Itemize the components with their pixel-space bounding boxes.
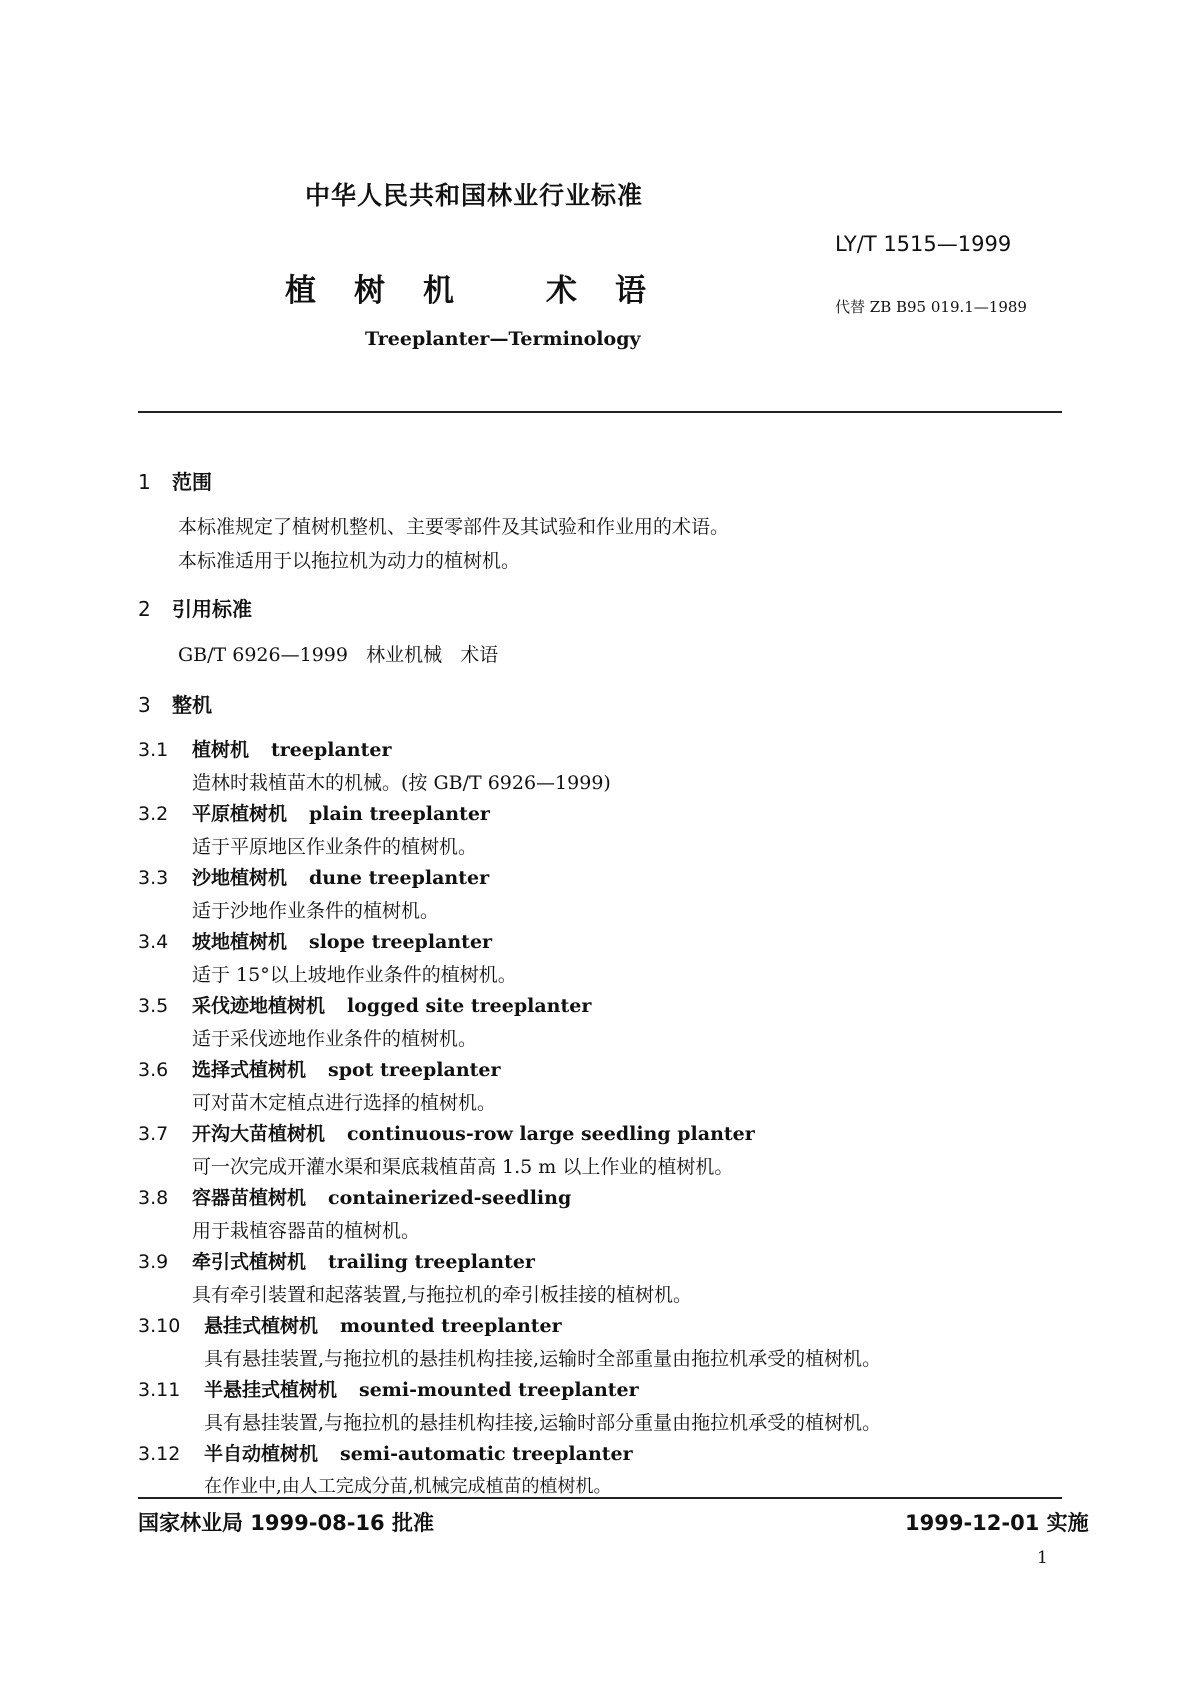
term-en: dune treeplanter <box>309 867 490 889</box>
term-cn: 选择式植树机 <box>192 1059 307 1081</box>
title-char: 术 <box>546 273 577 309</box>
term-definition: 具有悬挂装置,与拖拉机的悬挂机构挂接,运输时全部重量由拖拉机承受的植树机。 <box>204 1348 882 1370</box>
term-en: plain treeplanter <box>309 803 490 825</box>
term-entry <box>138 1183 571 1210</box>
scope-paragraph: 本标准适用于以拖拉机为动力的植树机。 <box>178 550 521 572</box>
term-cn: 采伐迹地植树机 <box>192 995 326 1017</box>
title-char: 语 <box>615 273 646 309</box>
header-divider <box>138 411 1062 413</box>
term-cn: 容器苗植树机 <box>192 1187 307 1209</box>
term-entry <box>138 735 391 762</box>
term-entry <box>138 927 492 954</box>
section-heading-refs <box>138 593 252 622</box>
approval-date: 国家林业局 1999-08-16 批准 <box>138 1511 434 1535</box>
term-entry <box>138 1439 633 1466</box>
term-cn: 平原植树机 <box>192 803 288 825</box>
term-number: 3.1 <box>138 739 169 761</box>
term-cn: 开沟大苗植树机 <box>192 1123 326 1145</box>
term-entry <box>138 799 490 826</box>
term-en: mounted treeplanter <box>340 1315 562 1337</box>
term-entry <box>138 1119 755 1146</box>
term-cn: 植树机 <box>192 739 250 761</box>
section-number: 3 <box>138 693 151 717</box>
document-title-en: Treeplanter—Terminology <box>365 328 641 350</box>
section-heading-scope <box>138 466 212 495</box>
term-number: 3.11 <box>138 1379 181 1401</box>
term-definition: 适于平原地区作业条件的植树机。 <box>192 836 478 858</box>
term-number: 3.7 <box>138 1123 169 1145</box>
term-number: 3.12 <box>138 1443 181 1465</box>
term-definition: 造林时栽植苗木的机械。(按 GB/T 6926—1999) <box>192 772 611 794</box>
section-heading-machine <box>138 689 212 718</box>
term-definition: 可一次完成开灌水渠和渠底栽植苗高 1.5 m 以上作业的植树机。 <box>192 1156 734 1178</box>
title-char: 机 <box>423 273 454 309</box>
term-cn: 坡地植树机 <box>192 931 288 953</box>
term-en: trailing treeplanter <box>328 1251 535 1273</box>
title-char: 树 <box>354 273 385 309</box>
replaces-standard: 代替 ZB B95 019.1—1989 <box>835 298 1027 316</box>
page-number: 1 <box>1037 1548 1048 1568</box>
document-title-cn <box>285 265 646 310</box>
term-en: semi-mounted treeplanter <box>359 1379 639 1401</box>
term-number: 3.3 <box>138 867 169 889</box>
effective-date: 1999-12-01 实施 <box>905 1511 1089 1535</box>
scope-paragraph: 本标准规定了植树机整机、主要零部件及其试验和作业用的术语。 <box>178 516 730 538</box>
term-definition: 具有牵引装置和起落装置,与拖拉机的牵引板挂接的植树机。 <box>192 1284 693 1306</box>
term-entry <box>138 991 591 1018</box>
term-entry <box>138 1055 501 1082</box>
term-number: 3.9 <box>138 1251 169 1273</box>
term-definition: 在作业中,由人工完成分苗,机械完成植苗的植树机。 <box>204 1476 612 1497</box>
term-definition: 适于采伐迹地作业条件的植树机。 <box>192 1028 478 1050</box>
section-number: 2 <box>138 597 151 621</box>
term-entry <box>138 1375 639 1402</box>
term-entry <box>138 1311 562 1338</box>
term-definition: 具有悬挂装置,与拖拉机的悬挂机构挂接,运输时部分重量由拖拉机承受的植树机。 <box>204 1412 882 1434</box>
term-entry <box>138 1247 535 1274</box>
term-entry <box>138 863 489 890</box>
term-number: 3.4 <box>138 931 169 953</box>
term-definition: 适于沙地作业条件的植树机。 <box>192 900 440 922</box>
term-number: 3.2 <box>138 803 169 825</box>
section-title: 整机 <box>172 693 212 717</box>
term-definition: 用于栽植容器苗的植树机。 <box>192 1220 421 1242</box>
term-en: continuous-row large seedling planter <box>347 1123 755 1145</box>
footer-divider <box>138 1497 1062 1499</box>
term-definition: 适于 15°以上坡地作业条件的植树机。 <box>192 964 517 986</box>
term-en: slope treeplanter <box>309 931 493 953</box>
term-en: spot treeplanter <box>328 1059 501 1081</box>
section-title: 范围 <box>172 470 212 494</box>
standard-organization: 中华人民共和国林业行业标准 <box>305 181 644 210</box>
term-definition: 可对苗木定植点进行选择的植树机。 <box>192 1092 497 1114</box>
term-number: 3.10 <box>138 1315 181 1337</box>
term-en: containerized-seedling <box>328 1187 572 1209</box>
title-char: 植 <box>285 273 316 309</box>
term-number: 3.8 <box>138 1187 169 1209</box>
term-number: 3.5 <box>138 995 169 1017</box>
term-en: treeplanter <box>271 739 392 761</box>
term-cn: 半悬挂式植树机 <box>204 1379 338 1401</box>
term-cn: 悬挂式植树机 <box>204 1315 319 1337</box>
term-cn: 牵引式植树机 <box>192 1251 307 1273</box>
section-title: 引用标准 <box>172 597 252 621</box>
standard-code: LY/T 1515—1999 <box>835 232 1012 256</box>
term-en: logged site treeplanter <box>347 995 592 1017</box>
term-cn: 半自动植树机 <box>204 1443 319 1465</box>
term-en: semi-automatic treeplanter <box>340 1443 633 1465</box>
term-cn: 沙地植树机 <box>192 867 288 889</box>
reference-line: GB/T 6926—1999 林业机械 术语 <box>178 644 499 666</box>
term-number: 3.6 <box>138 1059 169 1081</box>
section-number: 1 <box>138 470 151 494</box>
